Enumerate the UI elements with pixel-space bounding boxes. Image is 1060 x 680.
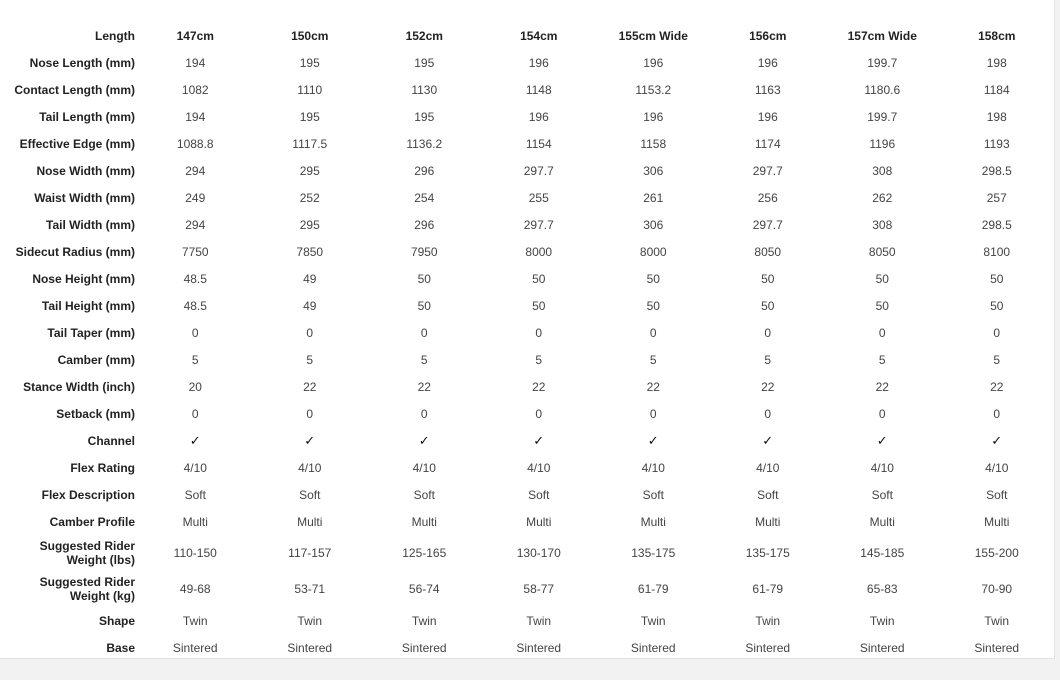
table-cell: 117-157: [288, 546, 332, 560]
table-row: [0, 535, 1054, 571]
table-cell: 50: [875, 298, 889, 313]
table-cell: 50: [532, 298, 546, 313]
table-cell: 0: [306, 406, 314, 421]
table-cell: 49: [303, 271, 317, 286]
table-cell: 1193: [983, 136, 1010, 151]
row-label: Contact Length (mm): [14, 82, 135, 97]
table-cell: 8050: [754, 244, 782, 259]
table-cell: 0: [535, 325, 543, 340]
table-cell: 135-175: [745, 546, 790, 560]
table-cell: 0: [993, 406, 1001, 421]
table-cell: 1117.5: [292, 136, 328, 151]
table-cell: Twin: [182, 613, 208, 628]
table-row: [0, 265, 1054, 292]
table-row: [0, 130, 1054, 157]
size-header: 152cm: [405, 28, 443, 43]
table-cell: 256: [757, 190, 778, 205]
table-cell: 195: [414, 55, 435, 70]
table-cell: 1110: [297, 82, 323, 97]
table-cell: Sintered: [516, 640, 562, 655]
table-cell: 1154: [525, 136, 552, 151]
table-cell: 49-68: [179, 582, 211, 596]
table-cell: Multi: [869, 514, 895, 529]
row-label: Camber (mm): [57, 352, 135, 367]
table-cell: 257: [986, 190, 1007, 205]
table-row: [0, 49, 1054, 76]
table-cell: Twin: [869, 613, 895, 628]
table-row: [0, 103, 1054, 130]
table-cell: 298.5: [981, 217, 1012, 232]
table-cell: 22: [990, 379, 1004, 394]
table-cell: Sintered: [859, 640, 905, 655]
table-cell: 297.7: [523, 163, 554, 178]
check-icon: ✓: [762, 432, 774, 448]
size-header: 156cm: [749, 28, 787, 43]
table-cell: 5: [878, 352, 886, 367]
table-cell: 50: [761, 271, 775, 286]
table-cell: 0: [191, 406, 199, 421]
table-cell: Soft: [184, 487, 206, 502]
table-cell: Multi: [297, 514, 323, 529]
table-cell: 8000: [525, 244, 553, 259]
table-cell: 0: [993, 325, 1001, 340]
table-cell: 4/10: [527, 460, 551, 475]
table-cell: 198: [986, 55, 1007, 70]
specs-table: [0, 22, 1054, 661]
size-header: 154cm: [520, 28, 558, 43]
table-cell: Sintered: [745, 640, 791, 655]
table-cell: 1180.6: [864, 82, 901, 97]
table-cell: Twin: [411, 613, 437, 628]
table-row: [0, 400, 1054, 427]
table-cell: 308: [872, 217, 893, 232]
table-cell: 295: [299, 163, 320, 178]
table-cell: 0: [420, 325, 428, 340]
table-row: [0, 292, 1054, 319]
table-cell: 56-74: [408, 582, 440, 596]
table-row: [0, 184, 1054, 211]
table-row: [0, 481, 1054, 508]
table-cell: 50: [646, 271, 660, 286]
table-cell: Soft: [642, 487, 664, 502]
specs-body: [0, 49, 1054, 661]
size-header: 147cm: [176, 28, 214, 43]
table-cell: 1082: [181, 82, 209, 97]
table-cell: 50: [532, 271, 546, 286]
table-cell: 297.7: [752, 217, 783, 232]
row-label: Channel: [87, 433, 135, 448]
table-cell: 195: [299, 55, 320, 70]
table-cell: 48.5: [183, 271, 207, 286]
check-icon: ✓: [304, 432, 316, 448]
table-row: [0, 427, 1054, 454]
table-cell: 249: [185, 190, 206, 205]
table-cell: Soft: [299, 487, 321, 502]
table-cell: 196: [528, 109, 549, 124]
table-cell: Twin: [984, 613, 1010, 628]
table-cell: 195: [414, 109, 435, 124]
table-cell: 1163: [754, 82, 781, 97]
table-cell: 50: [646, 298, 660, 313]
header-row: [0, 22, 1054, 49]
table-cell: 61-79: [752, 582, 784, 596]
table-cell: 0: [535, 406, 543, 421]
row-label: Tail Width (mm): [46, 217, 135, 232]
row-label: Flex Description: [41, 487, 135, 502]
size-header: 155cm Wide: [618, 28, 688, 43]
size-header: 157cm Wide: [847, 28, 917, 43]
row-label: Nose Height (mm): [32, 271, 135, 286]
table-cell: Sintered: [172, 640, 218, 655]
table-cell: 22: [646, 379, 660, 394]
table-cell: 194: [185, 55, 206, 70]
table-cell: Multi: [755, 514, 781, 529]
table-row: [0, 454, 1054, 481]
table-cell: 0: [420, 406, 428, 421]
table-cell: 50: [875, 271, 889, 286]
table-cell: 297.7: [752, 163, 783, 178]
table-cell: 254: [414, 190, 435, 205]
table-cell: 20: [188, 379, 202, 394]
table-cell: Multi: [526, 514, 552, 529]
table-cell: 1088.8: [176, 136, 214, 151]
table-cell: 61-79: [637, 582, 669, 596]
table-cell: 199.7: [867, 55, 898, 70]
row-label: Nose Length (mm): [29, 55, 135, 70]
table-cell: 50: [990, 298, 1004, 313]
table-cell: 50: [417, 298, 431, 313]
table-cell: 155-200: [974, 546, 1019, 560]
table-cell: 130-170: [516, 546, 561, 560]
table-cell: 196: [757, 55, 778, 70]
table-cell: 7950: [410, 244, 438, 259]
table-cell: 8050: [868, 244, 896, 259]
row-label: Waist Width (mm): [34, 190, 135, 205]
table-cell: Multi: [411, 514, 437, 529]
table-cell: 49: [303, 298, 317, 313]
table-cell: 4/10: [985, 460, 1009, 475]
row-label: Tail Taper (mm): [47, 325, 135, 340]
table-cell: Sintered: [401, 640, 447, 655]
row-label: Nose Width (mm): [36, 163, 135, 178]
table-cell: 1158: [640, 136, 667, 151]
table-cell: 4/10: [641, 460, 665, 475]
table-cell: 196: [757, 109, 778, 124]
table-cell: Twin: [526, 613, 552, 628]
table-row: [0, 319, 1054, 346]
check-icon: ✓: [876, 432, 888, 448]
table-row: [0, 211, 1054, 238]
table-cell: 296: [414, 217, 435, 232]
table-row: [0, 634, 1054, 661]
table-cell: 255: [528, 190, 549, 205]
table-cell: 196: [643, 55, 664, 70]
table-cell: 125-165: [402, 546, 447, 560]
table-cell: 22: [761, 379, 775, 394]
table-cell: 5: [191, 352, 199, 367]
table-cell: 7750: [181, 244, 209, 259]
table-cell: 8000: [639, 244, 667, 259]
table-cell: 1136.2: [406, 136, 443, 151]
table-cell: 5: [993, 352, 1001, 367]
table-cell: 0: [878, 325, 886, 340]
row-label: Suggested Rider Weight (lbs): [39, 539, 135, 567]
table-cell: 195: [299, 109, 320, 124]
table-cell: 294: [185, 163, 206, 178]
row-label: Setback (mm): [56, 406, 135, 421]
table-cell: 22: [303, 379, 317, 394]
table-cell: 50: [417, 271, 431, 286]
row-label: Camber Profile: [49, 514, 135, 529]
table-cell: 1184: [983, 82, 1010, 97]
table-cell: 53-71: [294, 582, 326, 596]
table-cell: Twin: [755, 613, 781, 628]
table-cell: 298.5: [981, 163, 1012, 178]
table-cell: 5: [535, 352, 543, 367]
table-cell: 1130: [411, 82, 438, 97]
table-cell: 48.5: [183, 298, 207, 313]
check-icon: ✓: [991, 432, 1003, 448]
row-label: Stance Width (inch): [23, 379, 135, 394]
table-cell: Soft: [413, 487, 435, 502]
table-cell: Sintered: [630, 640, 676, 655]
table-cell: 8100: [983, 244, 1011, 259]
table-cell: 0: [764, 406, 772, 421]
table-cell: 4/10: [412, 460, 436, 475]
table-cell: 22: [875, 379, 889, 394]
table-cell: Soft: [871, 487, 893, 502]
table-cell: 196: [528, 55, 549, 70]
table-cell: 194: [185, 109, 206, 124]
table-cell: 0: [649, 406, 657, 421]
table-cell: Multi: [640, 514, 666, 529]
table-cell: 1153.2: [635, 82, 672, 97]
table-cell: Multi: [984, 514, 1010, 529]
table-cell: 196: [643, 109, 664, 124]
table-cell: Multi: [182, 514, 208, 529]
row-label: Effective Edge (mm): [19, 136, 135, 151]
table-cell: 1174: [754, 136, 781, 151]
table-cell: 5: [764, 352, 772, 367]
row-label: Tail Height (mm): [41, 298, 135, 313]
table-row: [0, 76, 1054, 103]
table-cell: 70-90: [981, 582, 1013, 596]
table-cell: 0: [191, 325, 199, 340]
check-icon: ✓: [189, 432, 201, 448]
table-cell: 50: [761, 298, 775, 313]
table-cell: 0: [649, 325, 657, 340]
row-label: Tail Length (mm): [39, 109, 135, 124]
check-icon: ✓: [647, 432, 659, 448]
table-row: [0, 607, 1054, 634]
table-row: [0, 508, 1054, 535]
row-label: Suggested Rider Weight (kg): [39, 575, 135, 603]
table-cell: 262: [872, 190, 893, 205]
table-cell: 306: [643, 217, 664, 232]
table-cell: 308: [872, 163, 893, 178]
table-cell: 198: [986, 109, 1007, 124]
table-cell: 4/10: [870, 460, 894, 475]
header-label: Length: [95, 28, 135, 43]
table-cell: Sintered: [974, 640, 1020, 655]
table-cell: 65-83: [866, 582, 898, 596]
size-header: 158cm: [978, 28, 1016, 43]
table-cell: 22: [417, 379, 431, 394]
table-cell: 252: [299, 190, 320, 205]
table-cell: 22: [532, 379, 546, 394]
row-label: Flex Rating: [70, 460, 135, 475]
table-cell: 1148: [525, 82, 552, 97]
table-cell: 295: [299, 217, 320, 232]
table-cell: 1196: [869, 136, 896, 151]
row-label: Sidecut Radius (mm): [15, 244, 135, 259]
table-cell: Sintered: [287, 640, 333, 655]
table-row: [0, 157, 1054, 184]
table-cell: 145-185: [860, 546, 905, 560]
table-cell: 4/10: [756, 460, 780, 475]
table-cell: 7850: [296, 244, 324, 259]
table-row: [0, 346, 1054, 373]
table-cell: 0: [764, 325, 772, 340]
table-row: [0, 238, 1054, 265]
table-cell: 4/10: [298, 460, 322, 475]
table-cell: 5: [649, 352, 657, 367]
table-cell: 0: [878, 406, 886, 421]
size-header: 150cm: [291, 28, 329, 43]
table-cell: 294: [185, 217, 206, 232]
table-cell: 135-175: [631, 546, 676, 560]
table-cell: 261: [643, 190, 664, 205]
table-row: [0, 373, 1054, 400]
table-cell: 297.7: [523, 217, 554, 232]
table-row: [0, 571, 1054, 607]
check-icon: ✓: [533, 432, 545, 448]
table-cell: 4/10: [183, 460, 207, 475]
table-cell: 5: [306, 352, 314, 367]
row-label: Base: [106, 640, 135, 655]
table-cell: Soft: [986, 487, 1008, 502]
table-cell: 50: [990, 271, 1004, 286]
table-cell: Soft: [528, 487, 550, 502]
table-cell: 0: [306, 325, 314, 340]
check-icon: ✓: [418, 432, 430, 448]
table-cell: 110-150: [173, 546, 217, 560]
table-cell: 296: [414, 163, 435, 178]
row-label: Shape: [98, 613, 135, 628]
table-cell: 58-77: [523, 582, 555, 596]
table-cell: 306: [643, 163, 664, 178]
table-cell: Soft: [757, 487, 779, 502]
table-cell: 5: [420, 352, 428, 367]
table-cell: Twin: [297, 613, 323, 628]
table-cell: Twin: [640, 613, 666, 628]
table-cell: 199.7: [867, 109, 898, 124]
